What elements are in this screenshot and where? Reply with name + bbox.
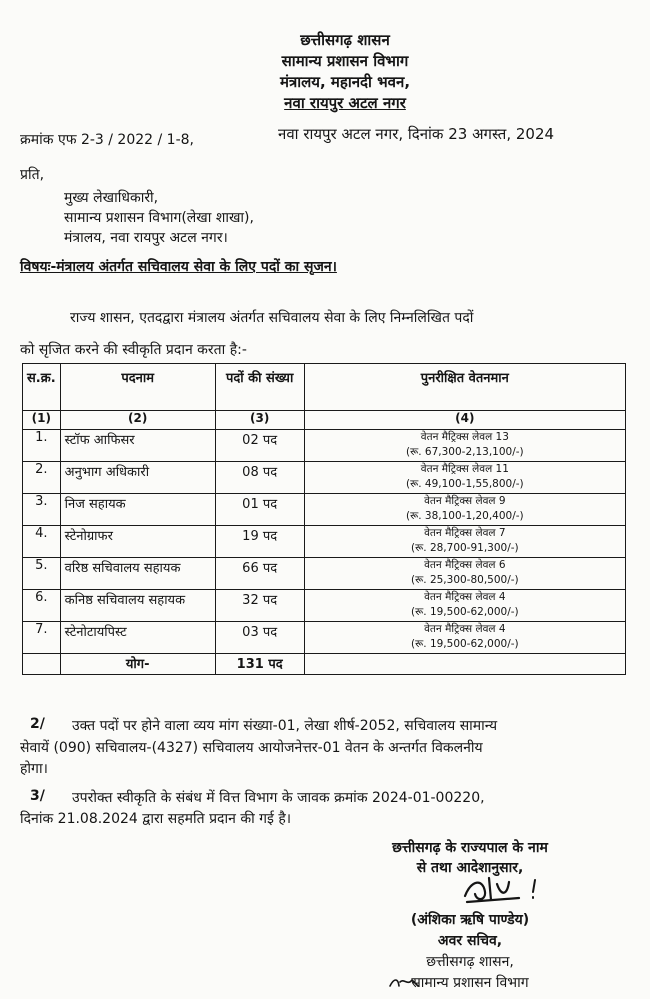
cell-post: कनिष्ठ सचिवालय सहायक <box>60 590 215 622</box>
header-line-4: नवा रायपुर अटल नगर <box>284 94 406 112</box>
posts-table <box>22 363 626 675</box>
header-line-2: सामान्य प्रशासन विभाग <box>281 52 409 70</box>
cell-payscale: वेतन मैट्रिक्स लेवल 4 (रू. 19,500-62,000/-) <box>304 622 625 654</box>
signature-line-2: से तथा आदेशानुसार, <box>416 860 524 876</box>
para2-line-2: सेवायें (090) सचिवालय-(4327) सचिवालय आयोजनेत्तर-01 वेतन के अन्तर्गत विकलनीय <box>20 740 483 756</box>
cell-sno: 3. <box>23 494 61 526</box>
signatory-name: (अंशिका ऋषि पाण्डेय) <box>410 912 530 928</box>
total-label: योग- <box>60 654 215 675</box>
cell-payscale: वेतन मैट्रिक्स लेवल 7 (रू. 28,700-91,300/-) <box>304 526 625 558</box>
cell-payscale: वेतन मैट्रिक्स लेवल 4 (रू. 19,500-62,000/-) <box>304 590 625 622</box>
addressee-line-2: सामान्य प्रशासन विभाग(लेखा शाखा), <box>64 210 254 226</box>
cell-sno: 5. <box>23 558 61 590</box>
para3-number: 3/ <box>30 788 45 804</box>
intro-line-2: को सृजित करने की स्वीकृति प्रदान करता है:- <box>20 342 247 358</box>
para3-line-1: उपरोक्त स्वीकृति के संबंध में वित्त विभाग के जावक क्रमांक 2024-01-00220, <box>72 790 485 806</box>
cell-payscale: वेतन मैट्रिक्स लेवल 11 (रू. 49,100-1,55,800/-) <box>304 462 625 494</box>
cell-payscale: वेतन मैट्रिक्स लेवल 9 (रू. 38,100-1,20,400/-) <box>304 494 625 526</box>
signature-line-1: छत्तीसगढ़ के राज्यपाल के नाम <box>392 840 548 856</box>
column-number-row: (1) (2) (3) (4) <box>23 411 626 430</box>
cell-sno: 7. <box>23 622 61 654</box>
intro-line-1: राज्य शासन, एतदद्वारा मंत्रालय अंतर्गत सचिवालय सेवा के लिए निम्नलिखित पदों <box>70 310 474 326</box>
cell-payscale: वेतन मैट्रिक्स लेवल 13 (रू. 67,300-2,13,100/-) <box>304 430 625 462</box>
place-date: नवा रायपुर अटल नगर, दिनांक 23 अगस्त, 2024 <box>278 125 555 143</box>
cell-sno: 6. <box>23 590 61 622</box>
signatory-government: छत्तीसगढ़ शासन, <box>426 954 514 970</box>
para2-line-3: होगा। <box>20 761 48 777</box>
cell-post: स्टॉफ आफिसर <box>60 430 215 462</box>
addressee-line-3: मंत्रालय, नवा रायपुर अटल नगर। <box>64 230 228 246</box>
header-payscale: पुनरीक्षित वेतनमान <box>304 364 625 411</box>
table-row <box>23 526 626 558</box>
cell-post: स्टेनोग्राफर <box>60 526 215 558</box>
total-row <box>23 654 626 675</box>
signatory-designation: अवर सचिव, <box>437 933 503 949</box>
para2-line-1: उक्त पदों पर होने वाला व्यय मांग संख्या-01, लेखा शीर्ष-2052, सचिवालय सामान्य <box>72 718 498 734</box>
cell-post: अनुभाग अधिकारी <box>60 462 215 494</box>
header-count: पदों की संख्या <box>215 364 304 411</box>
table-row <box>23 590 626 622</box>
cell-count: 66 पद <box>215 558 304 590</box>
total-value: 131 पद <box>215 654 304 675</box>
cell-post: स्टेनोटायपिस्ट <box>60 622 215 654</box>
cell-sno: 2. <box>23 462 61 494</box>
cell-sno: 1. <box>23 430 61 462</box>
cell-post: निज सहायक <box>60 494 215 526</box>
table-row <box>23 494 626 526</box>
table-row <box>23 430 626 462</box>
table-row <box>23 558 626 590</box>
subject: विषयः-मंत्रालय अंतर्गत सचिवालय सेवा के लिए पदों का सृजन। <box>20 259 337 275</box>
handwritten-initial <box>388 972 422 992</box>
reference-number: क्रमांक एफ 2-3 / 2022 / 1-8, <box>20 132 194 148</box>
cell-sno: 4. <box>23 526 61 558</box>
cell-count: 32 पद <box>215 590 304 622</box>
cell-count: 01 पद <box>215 494 304 526</box>
handwritten-signature <box>455 870 565 910</box>
cell-count: 02 पद <box>215 430 304 462</box>
addressee-line-1: मुख्य लेखाधिकारी, <box>64 190 159 206</box>
table-row <box>23 462 626 494</box>
cell-payscale: वेतन मैट्रिक्स लेवल 6 (रू. 25,300-80,500/-) <box>304 558 625 590</box>
signatory-department: सामान्य प्रशासन विभाग <box>411 975 529 991</box>
para3-line-2: दिनांक 21.08.2024 द्वारा सहमति प्रदान की गई है। <box>20 811 292 827</box>
header-post: पदनाम <box>60 364 215 411</box>
para2-number: 2/ <box>30 716 45 732</box>
header-sno: स.क्र. <box>23 364 61 411</box>
cell-count: 08 पद <box>215 462 304 494</box>
cell-count: 19 पद <box>215 526 304 558</box>
cell-count: 03 पद <box>215 622 304 654</box>
cell-post: वरिष्ठ सचिवालय सहायक <box>60 558 215 590</box>
header-line-3: मंत्रालय, महानदी भवन, <box>279 73 411 91</box>
table-row <box>23 622 626 654</box>
header-line-1: छत्तीसगढ़ शासन <box>300 31 390 49</box>
addressee-prati: प्रति, <box>20 167 45 183</box>
